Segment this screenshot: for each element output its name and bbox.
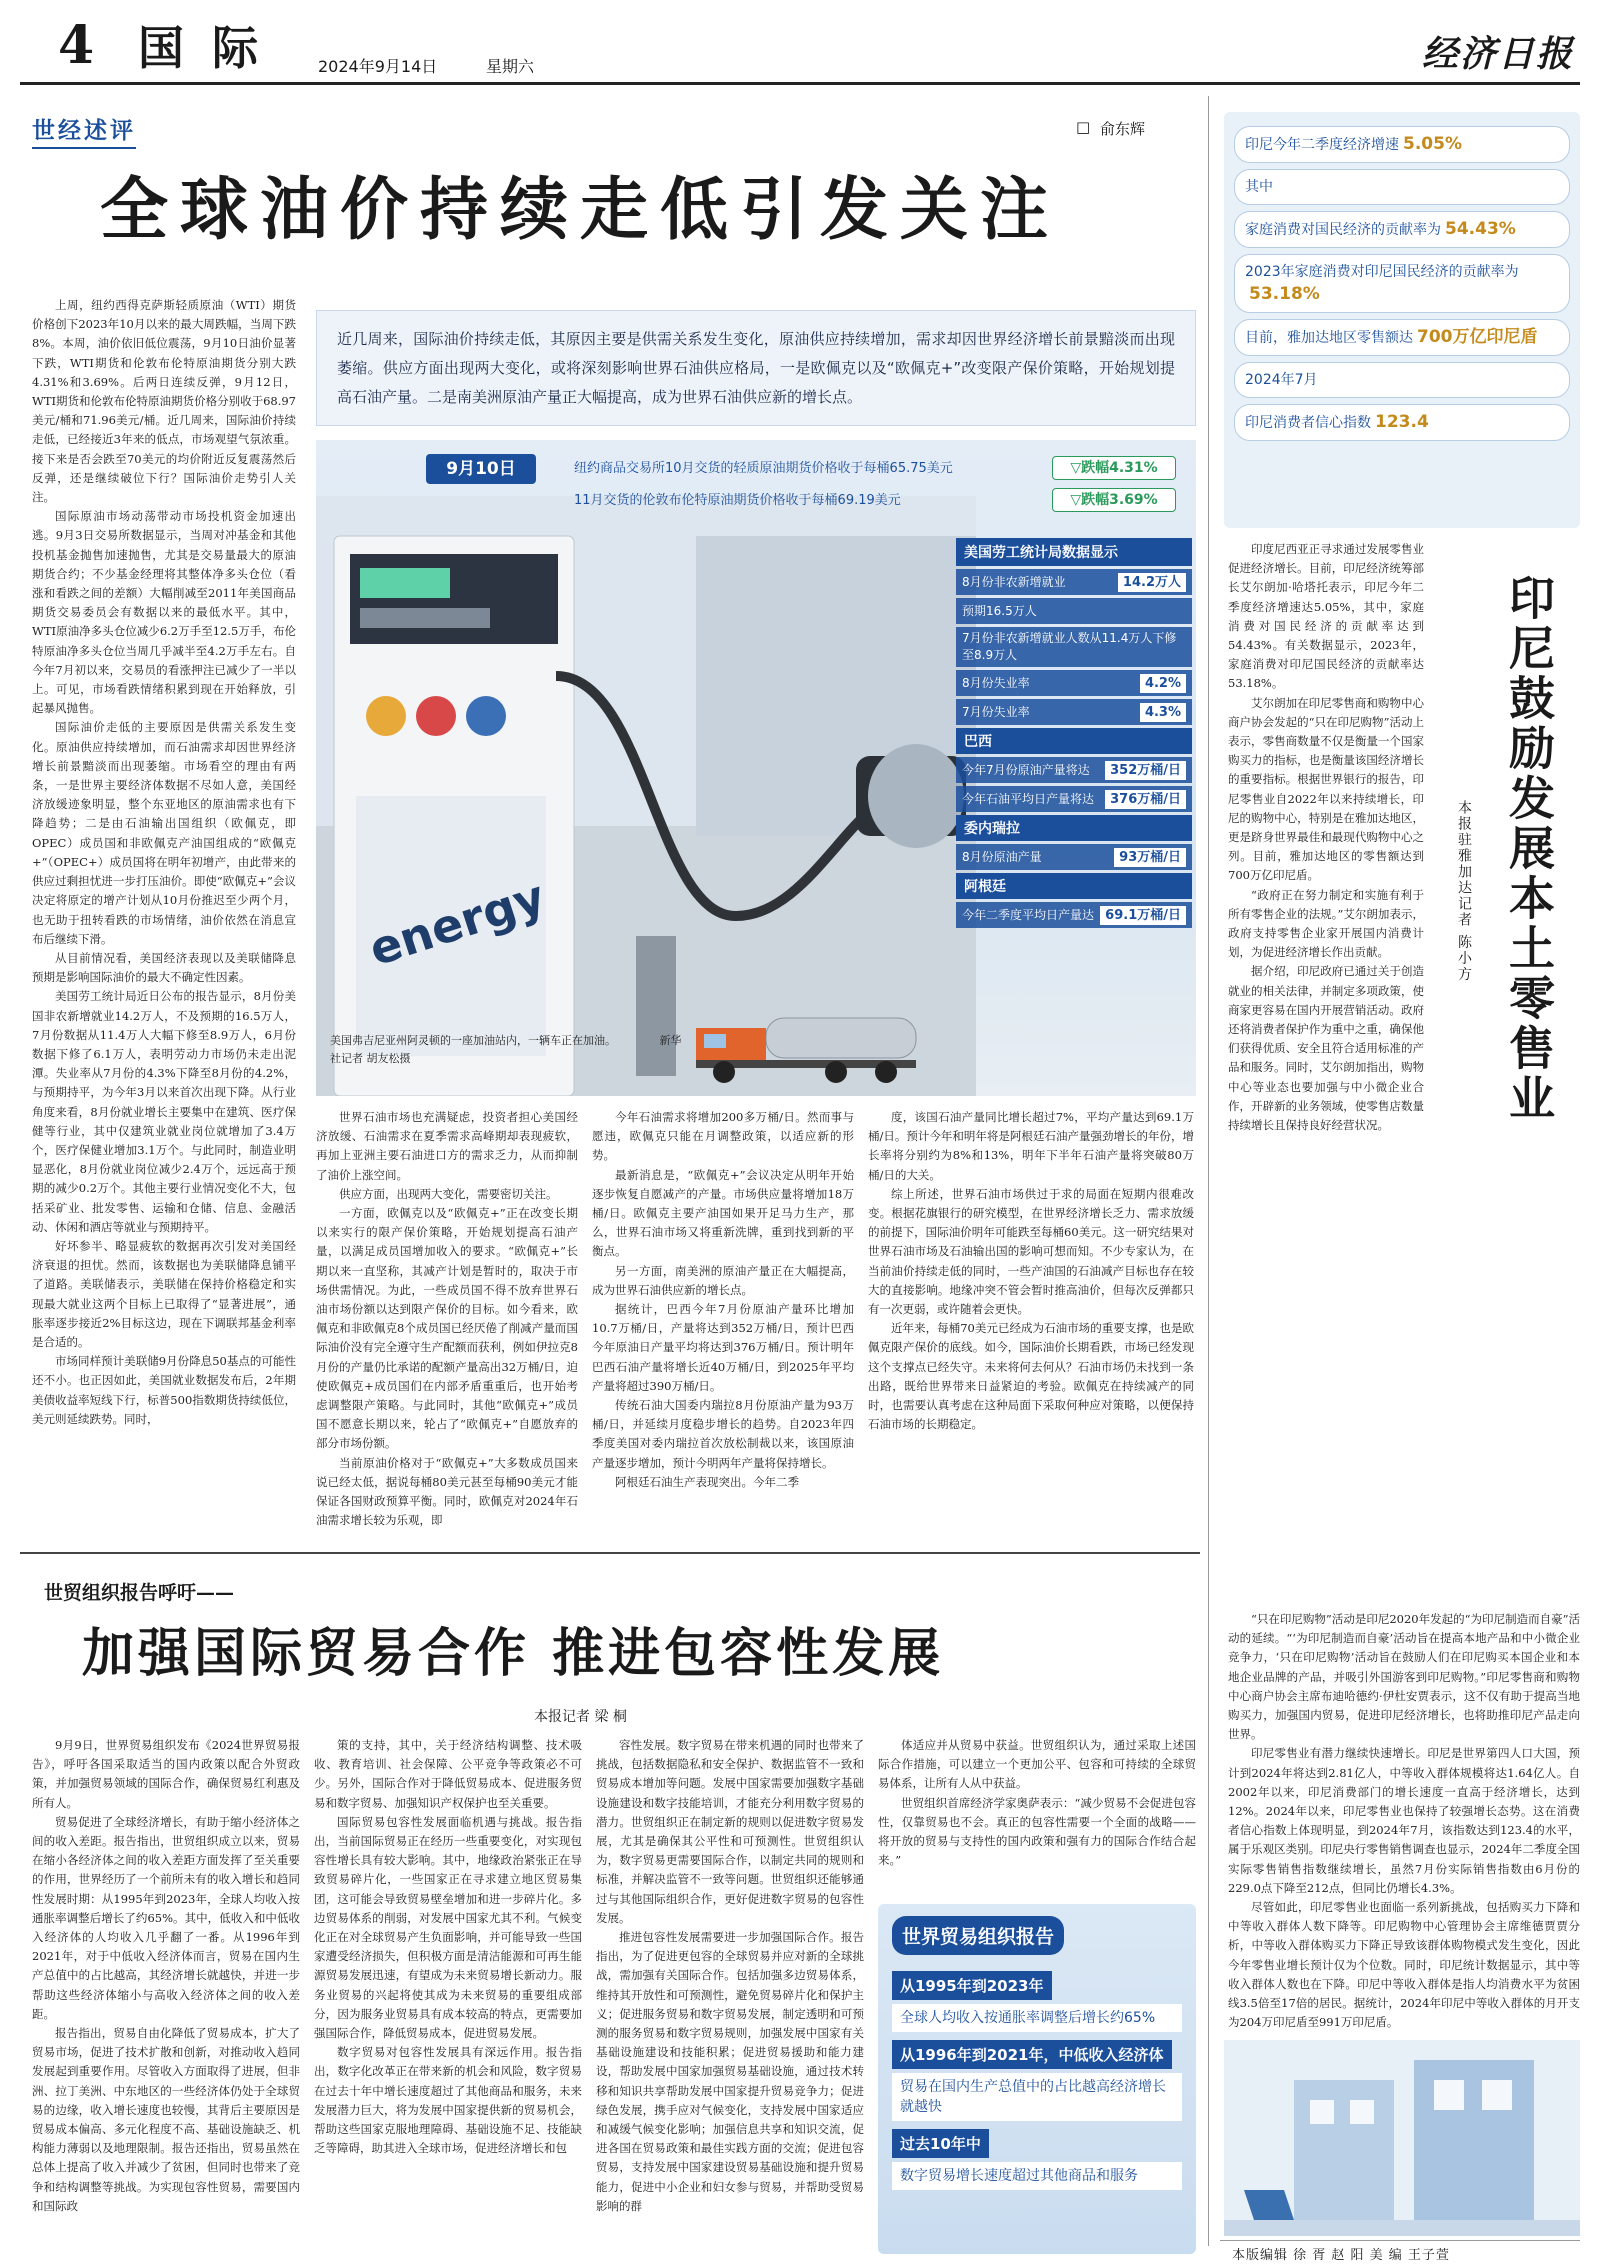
- arrow-down-icon: ▽: [1070, 460, 1082, 476]
- commentary-body-col2: [316, 1108, 578, 1540]
- arrow-down-icon: ▽: [1070, 492, 1082, 508]
- indonesia-info-row: [1234, 169, 1570, 205]
- info-row-value: 4.3%: [1140, 703, 1186, 722]
- paragraph: 上周，纽约西得克萨斯轻质原油（WTI）期货价格创下2023年10月以来的最大周跌幅，当周下跌8%。本周，油价依旧低位震荡，9月10日油价显著下跌，WTI期货和伦敦布伦特原油期货分别大跌4.31%和3.69%。后两日连续反弹，9月12日，WTI期货和伦敦布伦特原油期货价格分别收于68.97美元/桶和71.96美元/桶。近几周来，国际油价持续走低，已经接近3年来的低点，市场观望气氛浓重。接下来是否会跌至70美元的均价附近反复震荡然后反弹，还是继续破位下行？国际油价走势引人关注。: [32, 298, 296, 505]
- wto-body-col2: [314, 1736, 582, 2256]
- paragraph: 推进包容性发展需要进一步加强国际合作。报告指出，为了促进更包容的全球贸易并应对新的全球挑战，需加强有关国际合作。包括加强多边贸易体系，维持其开放性和可预测性，避免贸易碎片化和保护主义；促进服务贸易和数字贸易发展，制定透明和可预测的服务贸易和数字贸易规则，加强发展中国家有关基础设施建设和技能积累；促进贸易援助和能力建设，帮助发展中国家加强贸易基础设施，通过技术转移和知识共享帮助发展中国家提升贸易竞争力；促进绿色发展，携手应对气候变化，支持发展中国家适应和减缓气候变化影响；加强信息共享和知识交流，促进各国在贸易政策和最佳实践方面的交流；促进包容贸易，支持发展中国家建设贸易基础设施和提升贸易能力，促进中小企业和妇女参与贸易，并帮助受贸易影响的群: [596, 1930, 864, 2213]
- paragraph: “政府正在努力制定和实施有利于所有零售企业的法规。”艾尔朗加表示，政府支持零售企业家开展国内消费计划，为促进经济增长作出贡献。: [1228, 887, 1424, 960]
- wto-kicker: 世贸组织报告呼吁——: [44, 1582, 235, 1604]
- paragraph: 另一方面，南美洲的原油产量正在大幅提高，成为世界石油供应新的增长点。: [592, 1263, 854, 1297]
- section-divider: [20, 1552, 1200, 1554]
- indonesia-info-value: 123.4: [1375, 412, 1429, 432]
- indonesia-info-row: [1234, 319, 1570, 356]
- brazil-items: [956, 757, 1192, 812]
- wto-body-col3: [596, 1736, 864, 2256]
- info-date-tag: 9月10日: [426, 454, 536, 484]
- indonesia-info-value: 54.43%: [1445, 219, 1516, 239]
- paragraph: 阿根廷石油生产表现突出。今年二季: [615, 1474, 799, 1489]
- paragraph: 印尼零售业有潜力继续快速增长。印尼是世界第四人口大国，预计到2024年将达到2.81亿人，中等收入群体规模将达1.64亿人。自2002年以来，印尼消费部门的增长速度一直高于经济增长，达到12%。2024年以来，印尼零售业也保持了较强增长态势。这在消费者信心指数上体现明显，到2024年7月，该指数达到123.4的水平，属于乐观区类别。印尼央行零售销售调查也显示，2024年二季度全国实际零售销售指数继续增长，虽然7月份实际销售指数由6月份的229.0点下降至212点，但同比仍增长4.3%。: [1228, 1746, 1580, 1895]
- indonesia-info-items: [1224, 112, 1580, 455]
- info-row-label: 8月份失业率: [962, 675, 1030, 690]
- wto-graphic: [878, 1904, 1196, 2254]
- paragraph: 美国劳工统计局近日公布的报告显示，8月份美国非农新增就业14.2万人，不及预期的16.5万人，7月份数据从11.4万人大幅下修至8.9万人，6月份数据下修了6.1万人，表明劳动力市场仍未走出泥潭。失业率从7月份的4.3%下降至8月份的4.2%，与预期持平，为今年3月以来首次出现下降。从行业角度来看，8月份就业增长主要集中在建筑、医疗保健等行业，其中仅建筑业就业岗位就增加了3.4万个，医疗保健业增加3.1万个。与此同时，制造业明显恶化，8月份就业岗位减少2.4万个，远远高于预期的减少0.2万个。其他主要行业情况变化不大，包括采矿业、批发零售、运输和仓储、信息、金融活动、休闲和酒店等就业与预期持平。: [32, 989, 296, 1234]
- footer-rule: [1220, 2240, 1580, 2241]
- indonesia-infographic: [1224, 112, 1580, 528]
- info-row-label: 今年二季度平均日产量达: [962, 907, 1095, 922]
- indonesia-body-bottom: [1228, 1610, 1580, 2040]
- paragraph: 度，该国石油产量同比增长超过7%，平均产量达到69.1万桶/日。预计今年和明年将是阿根廷石油产量强劲增长的年份，增长率将分别约为8%和13%，明年下半年石油产量将突破80万桶/日的大关。: [868, 1110, 1194, 1182]
- info-row-value: 93万桶/日: [1114, 848, 1186, 867]
- info-row-value: 376万桶/日: [1105, 790, 1186, 809]
- wto-graphic-title: 世界贸易组织报告: [892, 1916, 1064, 1955]
- commentary-body-col1: [32, 296, 296, 1540]
- commentary-author-box: □: [1076, 118, 1091, 136]
- paragraph: 综上所述，世界石油市场供过于求的局面在短期内很难改变。根据花旗银行的研究模型，在世界经济增长乏力、需求放缓的前提下，国际油价明年可能跌至每桶60美元。这一研究结果对世界石油市场及石油输出国的影响可想而知。不少专家认为，在当前油价持续走低的同时，一些产油国的石油减产目标也存在较大的直接影响。地缘冲突不管会暂时推高油价，但每次反弹都只有一次更弱，或许随着会更快。: [868, 1186, 1194, 1317]
- masthead: [0, 0, 1600, 86]
- info-row-label: 8月份原油产量: [962, 849, 1042, 864]
- paragraph: 国际原油市场动荡带动市场投机资金加速出逃。9月3日交易所数据显示，当周对冲基金和其他投机基金抛售加速抛售，尤其是交易量最大的原油期货合约；不少基金经理将其整体净多头仓位（看涨和看跌之间的差额）大幅削减至2011年美国商品期货交易委员会有数据以来的最低水平。其中，WTI原油净多头仓位减少6.2万手至12.5万手，布伦特原油净多头仓位当周几乎减半至4.2万手左右。自今年7月初以来，交易员的看涨押注已减少了一半以上。可见，市场看跌情绪积累到现在开始释放，引起暴风抛售。: [32, 509, 296, 716]
- info-row-value: 352万桶/日: [1105, 761, 1186, 780]
- indonesia-info-label: 印尼消费者信心指数: [1245, 415, 1371, 431]
- oil-infographic: [316, 440, 1196, 1096]
- section-name: 国 际: [138, 21, 265, 75]
- svg-text:energy: energy: [362, 869, 552, 977]
- wto-graphic-text: 贸易在国内生产总值中的占比越高经济增长就越快: [892, 2073, 1182, 2121]
- wto-graphic-label: 从1995年到2023年: [892, 1971, 1052, 2000]
- right-column-divider: [1208, 96, 1209, 2246]
- paragraph: 9月9日，世界贸易组织发布《2024世界贸易报告》，呼吁各国采取适当的国内政策以配合外贸政策，并加强贸易领域的国际合作，确保贸易红利惠及所有人。: [32, 1738, 300, 1810]
- commentary-body-col3-paragraphs: [592, 1108, 854, 1492]
- argentina-header: 阿根廷: [956, 873, 1192, 899]
- commentary-body-col2-paragraphs: [316, 1108, 578, 1530]
- paragraph: 世贸组织首席经济学家奥萨表示：“减少贸易不会促进包容性，仅靠贸易也不会。真正的包容性需要一个全面的战略——将开放的贸易与支持性的国内政策和强有力的国际合作结合起来。”: [878, 1795, 1196, 1868]
- paragraph: 据统计，巴西今年7月份原油产量环比增加10.7万桶/日，产量将达到352万桶/日，预计巴西今年原油日产量平均将达到376万桶/日。预计明年巴西石油产量将增长近40万桶/日，到2025年平均产量将超过390万桶/日。: [592, 1302, 854, 1393]
- indonesia-info-row: [1234, 404, 1570, 441]
- paragraph: 从目前情况看，美国经济表现以及美联储降息预期是影响国际油价的最大不确定性因素。: [32, 950, 296, 985]
- paragraph: 最新消息是，“欧佩克+”会议决定从明年开始逐步恢复自愿减产的产量。市场供应量将增加18万桶/日。欧佩克主要产油国如果开足马力生产，那么，世界石油市场又将重新洗牌，重到找到新的平衡点。: [592, 1167, 854, 1259]
- info-row2-badge: [1052, 488, 1176, 512]
- info-row: [956, 627, 1192, 667]
- info-row: [956, 757, 1192, 783]
- wto-body-col4: [878, 1736, 1196, 1896]
- indonesia-info-value: 53.18%: [1249, 284, 1320, 304]
- tanker-truck-icon: [676, 1000, 926, 1090]
- info-row1-text: 纽约商品交易所10月交货的轻质原油期货价格收于每桶65.75美元: [574, 461, 953, 476]
- wto-headline: 加强国际贸易合作 推进包容性发展: [82, 1623, 945, 1684]
- lead-text: 近几周来，国际油价持续走低，其原因主要是供需关系发生变化，原油供应持续增加，需求却因世界经济增长前景黯淡而出现萎缩。供应方面出现两大变化，或将深刻影响世界石油供应格局，一是欧佩克以及“欧佩克+”改变限产保价策略，开始规划提高石油产量。二是南美洲原油产量正大幅提高，成为世界石油供应新的增长点。: [337, 330, 1175, 406]
- wto-graphic-text: 全球人均收入按通胀率调整后增长约65%: [892, 2004, 1182, 2032]
- commentary-body-col4-paragraphs: [868, 1108, 1194, 1434]
- indonesia-info-row: [1234, 362, 1570, 398]
- wto-body-col3-paragraphs: [596, 1736, 864, 2216]
- photo-caption-text: 美国弗吉尼亚州阿灵顿的一座加油站内，一辆车正在加油。: [330, 1034, 616, 1047]
- paragraph: 今年石油需求将增加200多万桶/日。然而事与愿违，欧佩克只能在月调整政策，以适应新的形势。: [592, 1110, 854, 1163]
- commentary-column-tag: 世经述评: [32, 112, 136, 149]
- info-row1-badge-text: 跌幅4.31%: [1081, 460, 1158, 476]
- paragraph: 据介绍，印尼政府已通过关于创造就业的相关法律，并制定多项政策，使商家更容易在国内开展营销活动。政府还将消费者保护作为重中之重，确保他们获得优质、安全且符合适用标准的产品和服务。同时，艾尔朗加指出，购物中心等业态也要加强与中小微企业合作，开辟新的业务领域，使零售店数量持续增长且保持良好经营状况。: [1228, 964, 1424, 1133]
- indonesia-info-label: 2024年7月: [1245, 372, 1318, 388]
- page-credits: 本版编辑 徐 胥 赵 阳 美 编 王子萱: [1232, 2248, 1450, 2263]
- info-row2-text: 11月交货的伦敦布伦特原油期货价格收于每桶69.19美元: [574, 493, 901, 508]
- indonesia-info-label: 2023年家庭消费对印尼国民经济的贡献率为: [1245, 264, 1519, 280]
- info-row2-badge-text: 跌幅3.69%: [1081, 492, 1158, 508]
- info-row: [956, 598, 1192, 624]
- info-row-value: 69.1万桶/日: [1100, 906, 1186, 925]
- wto-graphic-text: 数字贸易增长速度超过其他商品和服务: [892, 2162, 1182, 2190]
- indonesia-info-row: [1234, 211, 1570, 248]
- wto-body-col1: [32, 1736, 300, 2256]
- info-row1-badge: [1052, 456, 1176, 480]
- info-row-label: 今年7月份原油产量将达: [962, 762, 1090, 777]
- indonesia-info-label: 目前，雅加达地区零售额达: [1245, 330, 1413, 346]
- wto-graphic-rows: [878, 1963, 1196, 2190]
- indonesia-info-row: [1234, 254, 1570, 313]
- commentary-headline: 全球油价持续走低引发关注: [100, 170, 1061, 250]
- issue-weekday: 星期六: [486, 57, 535, 76]
- paragraph: 容性发展。数字贸易在带来机遇的同时也带来了挑战，包括数据隐私和安全保护、数据监管不一致和贸易成本增加等问题。发展中国家需要加强数字基础设施建设和数字技能培训，才能充分利用数字贸易的潜力。世贸组织正在制定新的规则以促进数字贸易发展，尤其是确保其公平性和可预测性。世贸组织认为，数字贸易更需要国际合作，以制定共同的规则和标准，并解决监管不一致等问题。世贸组织还能够通过与其他国际组织合作，更好促进数字贸易的包容性发展。: [596, 1738, 864, 1925]
- photo-caption: [330, 1032, 690, 1068]
- paragraph: 近年来，每桶70美元已经成为石油市场的重要支撑，也是欧佩克限产保价的底线。如今，国际油价长期看跌，市场已经发现这个支撑点已经失守。未来将何去何从？石油市场仍未找到一条出路，既给世界带来日益紧迫的考验。欧佩克在持续减产的同时，也需要认真考虑在这种局面下采取何种应对策略，以便保持石油市场的长期稳定。: [868, 1321, 1194, 1432]
- paragraph: 供应方面，出现两大变化，需要密切关注。: [339, 1186, 558, 1201]
- info-row-label: 7月份失业率: [962, 704, 1030, 719]
- info-row-label: 今年石油平均日产量将达: [962, 791, 1095, 806]
- paragraph: 市场同样预计美联储9月份降息50基点的可能性还不小。也正因如此，美国就业数据发布后，2年期美债收益率短线下行，标普500指数期货持续低位，美元则延续跌势。同时，: [32, 1354, 296, 1426]
- paragraph: 传统石油大国委内瑞拉8月份原油产量为93万桶/日，并延续月度稳步增长的趋势。自2023年四季度美国对委内瑞拉首次放松制裁以来，该国原油产量逐步增加，预计今明两年产量将保持增长。: [592, 1398, 854, 1470]
- wto-body-col4-paragraphs: [878, 1736, 1196, 1870]
- info-row-label: 8月份非农新增就业: [962, 574, 1066, 589]
- issue-date: 2024年9月14日: [318, 57, 438, 76]
- masthead-rule: [20, 82, 1580, 85]
- info-row-value: 14.2万人: [1118, 573, 1186, 592]
- indonesia-body-bottom-paragraphs: [1228, 1610, 1580, 2032]
- info-row-label: 7月份非农新增就业人数从11.4万人下修至8.9万人: [962, 631, 1177, 662]
- us-items: [956, 569, 1192, 725]
- commentary-body-col1-paragraphs: [32, 296, 296, 1429]
- newspaper-logo: 经济日报: [1422, 33, 1575, 75]
- paragraph: 一方面，欧佩克以及“欧佩克+”正在改变长期以来实行的限产保价策略，开始规划提高石油产量，以满足成员国增加收入的要求。“欧佩克+”长期以来一直坚称，其减产计划是暂时的，取决于市场供需情况。为此，一些成员国不得不放弃世界石油市场份额以达到限产保价的目标。如今看来，欧佩克和非欧佩克8个成员国已经厌倦了削减产量而国际油价没有完全遵守生产配额而获利，例如伊拉克8月份的产量仍比承诺的配额产量高出32万桶/日，迫使欧佩克+成员国们在内部矛盾重重后，也开始考虑调整限产策略。与此同时，其他“欧佩克+”成员国不愿意长期以来，轮占了“欧佩克+”自愿放弃的部分市场份额。: [316, 1206, 578, 1451]
- wto-graphic-label: 过去10年中: [892, 2129, 989, 2158]
- wto-body-col1-paragraphs: [32, 1736, 300, 2216]
- indonesia-info-value: 700万亿印尼盾: [1417, 327, 1538, 347]
- indonesia-info-label: 家庭消费对国民经济的贡献率为: [1245, 222, 1441, 238]
- paragraph: 艾尔朗加在印尼零售商和购物中心商户协会发起的“只在印尼购物”活动上表示，零售商数量不仅是衡量一个国家购买力的指标，也是衡量该国经济增长的重要指标。根据世界银行的报告，印尼零售业自2022年以来持续增长，印尼的购物中心，特别是在雅加达地区，更是跻身世界最佳和最现代购物中心之列。目前，雅加达地区的零售额达到700万亿印尼盾。: [1228, 695, 1424, 883]
- paragraph: 尽管如此，印尼零售业也面临一系列新挑战，包括购买力下降和中等收入群体人数下降等。印尼购物中心管理协会主席维德贾贾分析，中等收入群体购买力下降正导致该群体购物模式发生变化，因此今年零售业增长预计仅为个位数。同时，印尼统计数据显示，其中等收入群体人数也在下降。印尼中等收入群体是指人均消费水平为贫困线3.5倍至17倍的居民。据统计，2024年印尼中等收入群体的月开支为204万印尼盾至991万印尼盾。: [1228, 1900, 1580, 2030]
- us-header: 美国劳工统计局数据显示: [956, 538, 1192, 566]
- venezuela-header: 委内瑞拉: [956, 815, 1192, 841]
- indonesia-headline: 印尼鼓励发展本土零售业: [1502, 574, 1556, 1124]
- paragraph: 报告指出，贸易自由化降低了贸易成本，扩大了贸易市场，促进了技术扩散和创新，对推动收入趋同发展起到重要作用。尽管收入方面取得了进展，但非洲、拉丁美洲、中东地区的一些经济体仍处于全球贸易的边缘，收入增长速度也较慢，其背后主要原因是贸易成本偏高、多元化程度不高、基础设施缺乏、机构能力薄弱以及地理限制。报告还指出，贸易虽然在总体上提高了收入并减少了贫困，但同时也带来了竞争和结构调整等挑战。为实现包容性贸易，需要国内和国际政: [32, 2026, 300, 2213]
- info-row: [956, 569, 1192, 595]
- indonesia-body-top-paragraphs: [1228, 540, 1424, 1135]
- info-data-panel: [956, 538, 1192, 1094]
- argentina-items: [956, 902, 1192, 928]
- paragraph: 国际油价走低的主要原因是供需关系发生变化。原油供应持续增加，而石油需求却因世界经济增长前景黯淡而出现萎缩。市场看空的理由有两条，一是世界主要经济体数据不尽如人意，美国经济放缓迹象明显，整个东亚地区的原油需求也有下降趋势；二是由石油输出国组织（欧佩克，即OPEC）成员国和非欧佩克产油国组成的“欧佩克+”（OPEC+）成员国将在明年初增产，由此带来的供应过剩担忧进一步打压油价。即使“欧佩克+”会议决定将原定的增产计划从10月份推迟至少两个月，也无助于扭转看跌的市场情绪，油价依然在消息宣布后继续下滑。: [32, 720, 296, 946]
- paragraph: 好坏参半、略显疲软的数据再次引发对美国经济衰退的担忧。然而，该数据也为美联储降息铺平了道路。美联储表示，美联储在保持价格稳定和实现最大就业这两个目标上已取得了“显著进展”，通胀率逐步接近2%目标这边，现在下调联邦基金利率是合适的。: [32, 1238, 296, 1349]
- wto-byline: 本报记者 梁 桐: [534, 1709, 627, 1725]
- paragraph: 印度尼西亚正寻求通过发展零售业促进经济增长。目前，印尼经济统筹部长艾尔朗加·哈塔托表示，印尼今年二季度经济增速达5.05%，其中，家庭消费对国民经济的贡献率达到54.43%。有关数据显示，2023年，家庭消费对印尼国民经济的贡献率达53.18%。: [1228, 542, 1424, 691]
- info-row: [956, 844, 1192, 870]
- wto-graphic-label: 从1996年到2021年，中低收入经济体: [892, 2040, 1172, 2069]
- indonesia-info-value: 5.05%: [1403, 134, 1462, 154]
- indonesia-info-row: [1234, 126, 1570, 163]
- info-row: [956, 670, 1192, 696]
- paragraph: 当前原油价格对于“欧佩克+”大多数成员国来说已经太低，据说每桶80美元甚至每桶90美元才能保证各国财政预算平衡。同时，欧佩克对2024年石油需求增长较为乐观，即: [316, 1455, 578, 1528]
- commentary-author: 俞东辉: [1100, 120, 1146, 138]
- photo-credit: 新华社记者 胡友松摄: [330, 1034, 682, 1065]
- paragraph: 世界石油市场也充满疑虑，投资者担心美国经济放缓、石油需求在夏季需求高峰期却表现疲软，再加上亚洲主要石油进口方的需求乏力，从而抑制了油价上涨空间。: [316, 1110, 578, 1182]
- commentary-body-col4: [868, 1108, 1194, 1540]
- venezuela-items: [956, 844, 1192, 870]
- paragraph: 贸易促进了全球经济增长，有助于缩小经济体之间的收入差距。报告指出，世贸组织成立以来，贸易在缩小各经济体之间的收入差距方面发挥了至关重要的作用，世界经历了一个前所未有的收入增长和趋同性发展时期：从1995年到2023年，全球人均收入按通胀率调整后增长了约65%。其中，低收入和中低收入经济体的人均收入几乎翻了一番。从1996年到2021年，对于中低收入经济体而言，贸易在国内生产总值中的占比越高，其经济增长就越快，并进一步帮助这些经济体缩小与高收入经济体之间的收入差距。: [32, 1814, 300, 2021]
- paragraph: 国际贸易包容性发展面临机遇与挑战。报告指出，当前国际贸易正在经历一些重要变化，对实现包容性增长具有较大影响。其中，地缘政治紧张正在导致贸易碎片化，一些国家正在寻求建立地区贸易集团，这可能会导致贸易壁垒增加和进一步碎片化。多边贸易体系的削弱，对发展中国家尤其不利。气候变化正在对全球贸易产生负面影响，并可能导致一些国家遭受经济损失，但积极方面是清洁能源和可再生能源贸易发展迅速，有望成为未来贸易增长新动力。服务业贸易的兴起将使其成为未来贸易的重要组成部分，因为服务业贸易具有成本较高的特点，更需要加强国际合作，降低贸易成本，促进贸易发展。: [314, 1814, 582, 2041]
- info-row: [956, 699, 1192, 725]
- page-number: 4: [58, 15, 95, 76]
- commentary-body-col3: [592, 1108, 854, 1540]
- paragraph: “只在印尼购物”活动是印尼2020年发起的“为印尼制造而自豪”活动的延续。“‘为印尼制造而自豪’活动旨在提高本地产品和中小微企业竞争力，‘只在印尼购物’活动旨在鼓励人们在印尼购买本国企业和本地企业品牌的产品，并吸引外国游客到印尼购物。”印尼零售商和购物中心商户协会主席布迪哈德约·伊杜安贾表示，这不仅有助于提高当地购买力，加强国内贸易，促进印尼经济增长，也将助推印尼产品走向世界。: [1228, 1612, 1580, 1742]
- wto-body-col2-paragraphs: [314, 1736, 582, 2158]
- paragraph: 体适应并从贸易中获益。世贸组织认为，通过采取上述国际合作措施，可以建立一个更加公平、包容和可持续的全球贸易体系，让所有人从中获益。: [878, 1738, 1196, 1791]
- paragraph: 策的支持，其中，关于经济结构调整、技术吸收、教育培训、社会保障、公平竞争等政策必不可少。另外，国际合作对于降低贸易成本、促进服务贸易和数字贸易、加强知识产权保护也至关重要。: [314, 1738, 582, 1810]
- indonesia-info-label: 印尼今年二季度经济增速: [1245, 137, 1399, 153]
- indonesia-body-top: [1228, 540, 1424, 1604]
- info-row-label: 预期16.5万人: [962, 603, 1037, 618]
- indonesia-byline: 本报驻雅加达记者 陈小方: [1456, 800, 1472, 983]
- indonesia-info-label: 其中: [1245, 179, 1273, 195]
- info-row: [956, 786, 1192, 812]
- brazil-header: 巴西: [956, 728, 1192, 754]
- info-row-value: 4.2%: [1140, 674, 1186, 693]
- info-row: [956, 902, 1192, 928]
- commentary-lead: [316, 310, 1196, 426]
- paragraph: 数字贸易对包容性发展具有深远作用。报告指出，数字化改革正在带来新的机会和风险，数字贸易在过去十年中增长速度超过了其他商品和服务，未来发展潜力巨大，将为发展中国家提供新的贸易机会，帮助这些国家克服地理障碍、基础设施不足、技能缺乏等障碍，助其进入全球市场，促进经济增长和包: [314, 2045, 582, 2156]
- shopping-illustration: [1224, 2040, 1580, 2236]
